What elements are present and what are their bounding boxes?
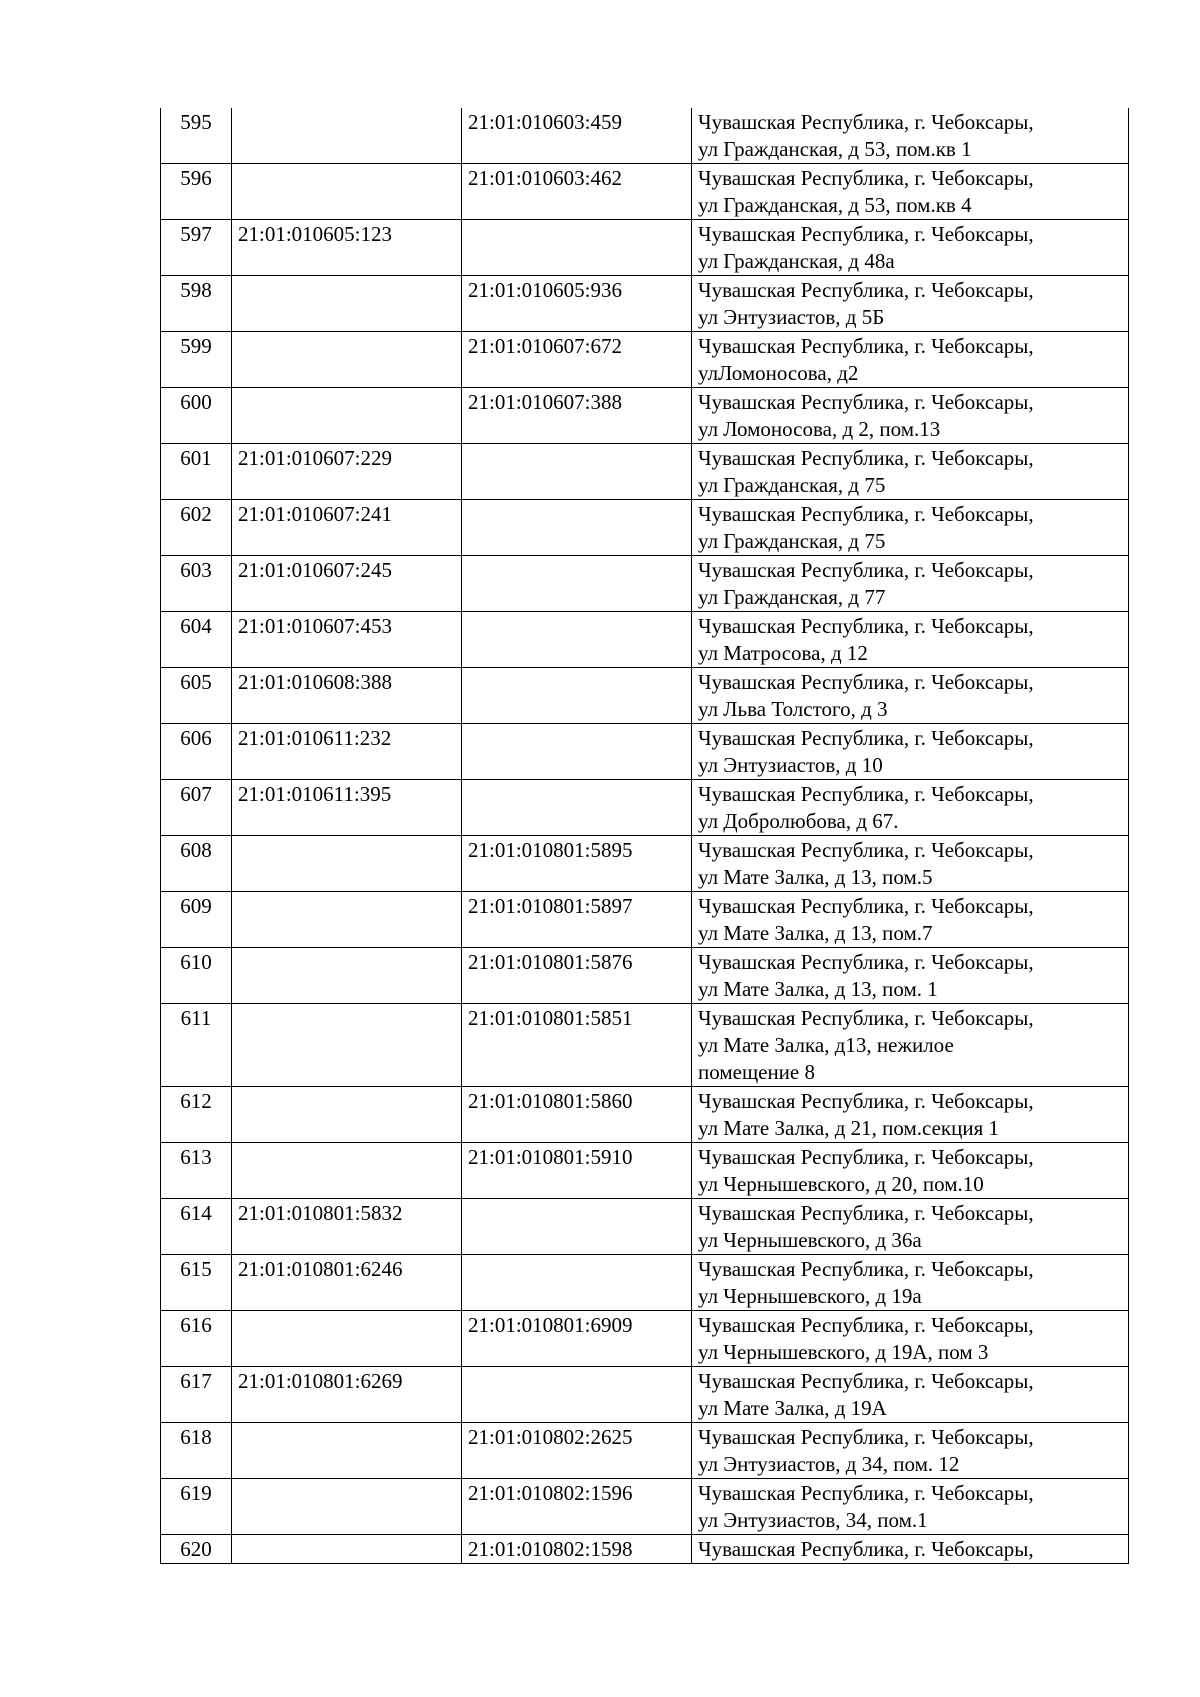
land-cadastral-number-cell xyxy=(232,1535,462,1564)
object-cadastral-number-cell: 21:01:010801:5897 xyxy=(462,892,692,948)
address-cell xyxy=(692,444,1129,500)
address-line: ул Гражданская, д 77 xyxy=(698,585,886,609)
address-line: ул Мате Залка, д 13, пом.7 xyxy=(698,921,933,945)
address-line: ул Гражданская, д 53, пом.кв 4 xyxy=(698,193,972,217)
address-line: Чувашская Республика, г. Чебоксары, xyxy=(698,110,1034,134)
object-cadastral-number-cell xyxy=(462,1367,692,1423)
land-cadastral-number-cell: 21:01:010608:388 xyxy=(232,668,462,724)
object-cadastral-number-cell: 21:01:010801:5851 xyxy=(462,1004,692,1087)
table-body xyxy=(161,108,1129,1564)
address-cell xyxy=(692,556,1129,612)
table-row xyxy=(161,948,1129,1004)
object-cadastral-number-cell xyxy=(462,724,692,780)
address-line: Чувашская Республика, г. Чебоксары, xyxy=(698,1201,1034,1225)
address-line: ул Энтузиастов, д 10 xyxy=(698,753,883,777)
row-number-cell: 603 xyxy=(161,556,232,612)
row-number-cell: 605 xyxy=(161,668,232,724)
table-row xyxy=(161,724,1129,780)
table-row xyxy=(161,164,1129,220)
object-cadastral-number-cell xyxy=(462,612,692,668)
address-line: Чувашская Республика, г. Чебоксары, xyxy=(698,1145,1034,1169)
object-cadastral-number-cell xyxy=(462,1255,692,1311)
row-number-cell: 616 xyxy=(161,1311,232,1367)
address-line: Чувашская Республика, г. Чебоксары, xyxy=(698,1537,1034,1561)
land-cadastral-number-cell xyxy=(232,892,462,948)
object-cadastral-number-cell: 21:01:010802:1598 xyxy=(462,1535,692,1564)
row-number-cell: 613 xyxy=(161,1143,232,1199)
row-number-cell: 606 xyxy=(161,724,232,780)
table-row xyxy=(161,1367,1129,1423)
row-number-cell: 618 xyxy=(161,1423,232,1479)
address-cell xyxy=(692,1311,1129,1367)
address-line: ул Чернышевского, д 19А, пом 3 xyxy=(698,1340,989,1364)
land-cadastral-number-cell xyxy=(232,1311,462,1367)
object-cadastral-number-cell: 21:01:010801:5876 xyxy=(462,948,692,1004)
land-cadastral-number-cell: 21:01:010801:6246 xyxy=(232,1255,462,1311)
object-cadastral-number-cell: 21:01:010603:459 xyxy=(462,108,692,164)
address-cell xyxy=(692,388,1129,444)
land-cadastral-number-cell xyxy=(232,1143,462,1199)
address-cell xyxy=(692,500,1129,556)
land-cadastral-number-cell xyxy=(232,836,462,892)
address-line: ул Мате Залка, д 13, пом. 1 xyxy=(698,977,938,1001)
table-row xyxy=(161,1535,1129,1564)
row-number-cell: 608 xyxy=(161,836,232,892)
address-line: Чувашская Республика, г. Чебоксары, xyxy=(698,446,1034,470)
land-cadastral-number-cell: 21:01:010607:245 xyxy=(232,556,462,612)
address-line: ул Гражданская, д 75 xyxy=(698,529,886,553)
address-cell xyxy=(692,1004,1129,1087)
property-table xyxy=(160,108,1129,1564)
row-number-cell: 612 xyxy=(161,1087,232,1143)
table-row xyxy=(161,332,1129,388)
address-cell xyxy=(692,724,1129,780)
land-cadastral-number-cell xyxy=(232,1423,462,1479)
address-line: Чувашская Республика, г. Чебоксары, xyxy=(698,782,1034,806)
land-cadastral-number-cell: 21:01:010605:123 xyxy=(232,220,462,276)
row-number-cell: 615 xyxy=(161,1255,232,1311)
table-row xyxy=(161,388,1129,444)
table-row xyxy=(161,668,1129,724)
object-cadastral-number-cell: 21:01:010801:5910 xyxy=(462,1143,692,1199)
address-cell xyxy=(692,1535,1129,1564)
address-line: Чувашская Республика, г. Чебоксары, xyxy=(698,1257,1034,1281)
address-line: Чувашская Республика, г. Чебоксары, xyxy=(698,390,1034,414)
land-cadastral-number-cell xyxy=(232,108,462,164)
object-cadastral-number-cell: 21:01:010605:936 xyxy=(462,276,692,332)
address-cell xyxy=(692,164,1129,220)
address-cell xyxy=(692,1423,1129,1479)
table-row xyxy=(161,612,1129,668)
object-cadastral-number-cell: 21:01:010802:2625 xyxy=(462,1423,692,1479)
land-cadastral-number-cell: 21:01:010611:395 xyxy=(232,780,462,836)
address-cell xyxy=(692,332,1129,388)
object-cadastral-number-cell: 21:01:010607:388 xyxy=(462,388,692,444)
row-number-cell: 602 xyxy=(161,500,232,556)
row-number-cell: 611 xyxy=(161,1004,232,1087)
row-number-cell: 614 xyxy=(161,1199,232,1255)
table-row xyxy=(161,276,1129,332)
row-number-cell: 610 xyxy=(161,948,232,1004)
address-line: ул Мате Залка, д13, нежилое xyxy=(698,1033,954,1057)
row-number-cell: 601 xyxy=(161,444,232,500)
row-number-cell: 595 xyxy=(161,108,232,164)
land-cadastral-number-cell: 21:01:010801:5832 xyxy=(232,1199,462,1255)
address-line: ул Ломоносова, д 2, пом.13 xyxy=(698,417,941,441)
land-cadastral-number-cell xyxy=(232,332,462,388)
row-number-cell: 619 xyxy=(161,1479,232,1535)
table-row xyxy=(161,1255,1129,1311)
object-cadastral-number-cell xyxy=(462,780,692,836)
row-number-cell: 599 xyxy=(161,332,232,388)
address-cell xyxy=(692,1199,1129,1255)
address-cell xyxy=(692,220,1129,276)
object-cadastral-number-cell: 21:01:010607:672 xyxy=(462,332,692,388)
table-row xyxy=(161,1087,1129,1143)
address-line: Чувашская Республика, г. Чебоксары, xyxy=(698,334,1034,358)
address-line: Чувашская Республика, г. Чебоксары, xyxy=(698,1313,1034,1337)
address-line: ул Энтузиастов, 34, пом.1 xyxy=(698,1508,928,1532)
object-cadastral-number-cell xyxy=(462,1199,692,1255)
address-line: ул Энтузиастов, д 5Б xyxy=(698,305,885,329)
land-cadastral-number-cell: 21:01:010801:6269 xyxy=(232,1367,462,1423)
table-row xyxy=(161,556,1129,612)
row-number-cell: 609 xyxy=(161,892,232,948)
row-number-cell: 604 xyxy=(161,612,232,668)
row-number-cell: 617 xyxy=(161,1367,232,1423)
land-cadastral-number-cell: 21:01:010607:453 xyxy=(232,612,462,668)
address-cell xyxy=(692,780,1129,836)
address-line: Чувашская Республика, г. Чебоксары, xyxy=(698,670,1034,694)
address-line: Чувашская Республика, г. Чебоксары, xyxy=(698,166,1034,190)
object-cadastral-number-cell xyxy=(462,556,692,612)
row-number-cell: 597 xyxy=(161,220,232,276)
object-cadastral-number-cell: 21:01:010802:1596 xyxy=(462,1479,692,1535)
table-row xyxy=(161,892,1129,948)
address-cell xyxy=(692,836,1129,892)
address-line: ул Мате Залка, д 21, пом.секция 1 xyxy=(698,1116,1000,1140)
address-line: Чувашская Республика, г. Чебоксары, xyxy=(698,1425,1034,1449)
table-row xyxy=(161,836,1129,892)
address-line: ул Льва Толстого, д 3 xyxy=(698,697,888,721)
land-cadastral-number-cell xyxy=(232,276,462,332)
row-number-cell: 598 xyxy=(161,276,232,332)
table-row xyxy=(161,500,1129,556)
table-row xyxy=(161,444,1129,500)
object-cadastral-number-cell: 21:01:010603:462 xyxy=(462,164,692,220)
object-cadastral-number-cell: 21:01:010801:5860 xyxy=(462,1087,692,1143)
address-line: Чувашская Республика, г. Чебоксары, xyxy=(698,838,1034,862)
table-row xyxy=(161,220,1129,276)
object-cadastral-number-cell: 21:01:010801:5895 xyxy=(462,836,692,892)
table-row xyxy=(161,1423,1129,1479)
table-row xyxy=(161,780,1129,836)
address-line: Чувашская Республика, г. Чебоксары, xyxy=(698,950,1034,974)
address-cell xyxy=(692,1255,1129,1311)
address-line: Чувашская Республика, г. Чебоксары, xyxy=(698,894,1034,918)
address-cell xyxy=(692,108,1129,164)
address-line: ул Матросова, д 12 xyxy=(698,641,868,665)
table-row xyxy=(161,1004,1129,1087)
object-cadastral-number-cell: 21:01:010801:6909 xyxy=(462,1311,692,1367)
table-row xyxy=(161,1143,1129,1199)
address-line: ул Добролюбова, д 67. xyxy=(698,809,899,833)
address-line: Чувашская Республика, г. Чебоксары, xyxy=(698,1369,1034,1393)
address-line: Чувашская Республика, г. Чебоксары, xyxy=(698,726,1034,750)
row-number-cell: 607 xyxy=(161,780,232,836)
address-line: Чувашская Республика, г. Чебоксары, xyxy=(698,558,1034,582)
address-line: ул Гражданская, д 75 xyxy=(698,473,886,497)
object-cadastral-number-cell xyxy=(462,668,692,724)
address-line: ул Мате Залка, д 19А xyxy=(698,1396,887,1420)
row-number-cell: 620 xyxy=(161,1535,232,1564)
land-cadastral-number-cell: 21:01:010611:232 xyxy=(232,724,462,780)
address-line: ул Чернышевского, д 36а xyxy=(698,1228,922,1252)
land-cadastral-number-cell xyxy=(232,1479,462,1535)
table-row xyxy=(161,1479,1129,1535)
address-cell xyxy=(692,948,1129,1004)
address-line: Чувашская Республика, г. Чебоксары, xyxy=(698,222,1034,246)
address-cell xyxy=(692,1087,1129,1143)
address-line: ул Гражданская, д 48а xyxy=(698,249,895,273)
land-cadastral-number-cell xyxy=(232,1087,462,1143)
address-cell xyxy=(692,276,1129,332)
address-line: Чувашская Республика, г. Чебоксары, xyxy=(698,502,1034,526)
address-cell xyxy=(692,612,1129,668)
table-row xyxy=(161,108,1129,164)
land-cadastral-number-cell xyxy=(232,1004,462,1087)
address-line: ул Чернышевского, д 20, пом.10 xyxy=(698,1172,984,1196)
row-number-cell: 596 xyxy=(161,164,232,220)
land-cadastral-number-cell xyxy=(232,164,462,220)
address-line: ул Мате Залка, д 13, пом.5 xyxy=(698,865,933,889)
object-cadastral-number-cell xyxy=(462,444,692,500)
object-cadastral-number-cell xyxy=(462,220,692,276)
address-cell xyxy=(692,1479,1129,1535)
land-cadastral-number-cell: 21:01:010607:229 xyxy=(232,444,462,500)
address-line: Чувашская Республика, г. Чебоксары, xyxy=(698,1089,1034,1113)
address-line: Чувашская Республика, г. Чебоксары, xyxy=(698,1481,1034,1505)
address-line: Чувашская Республика, г. Чебоксары, xyxy=(698,278,1034,302)
address-line: Чувашская Республика, г. Чебоксары, xyxy=(698,614,1034,638)
address-line: помещение 8 xyxy=(698,1060,815,1084)
address-line: ул Чернышевского, д 19а xyxy=(698,1284,922,1308)
table-row xyxy=(161,1311,1129,1367)
address-cell xyxy=(692,892,1129,948)
address-line: ул Энтузиастов, д 34, пом. 12 xyxy=(698,1452,960,1476)
land-cadastral-number-cell: 21:01:010607:241 xyxy=(232,500,462,556)
object-cadastral-number-cell xyxy=(462,500,692,556)
address-cell xyxy=(692,668,1129,724)
address-line: улЛомоносова, д2 xyxy=(698,361,859,385)
row-number-cell: 600 xyxy=(161,388,232,444)
land-cadastral-number-cell xyxy=(232,388,462,444)
address-line: Чувашская Республика, г. Чебоксары, xyxy=(698,1006,1034,1030)
address-cell xyxy=(692,1367,1129,1423)
table-row xyxy=(161,1199,1129,1255)
address-line: ул Гражданская, д 53, пом.кв 1 xyxy=(698,137,972,161)
address-cell xyxy=(692,1143,1129,1199)
land-cadastral-number-cell xyxy=(232,948,462,1004)
